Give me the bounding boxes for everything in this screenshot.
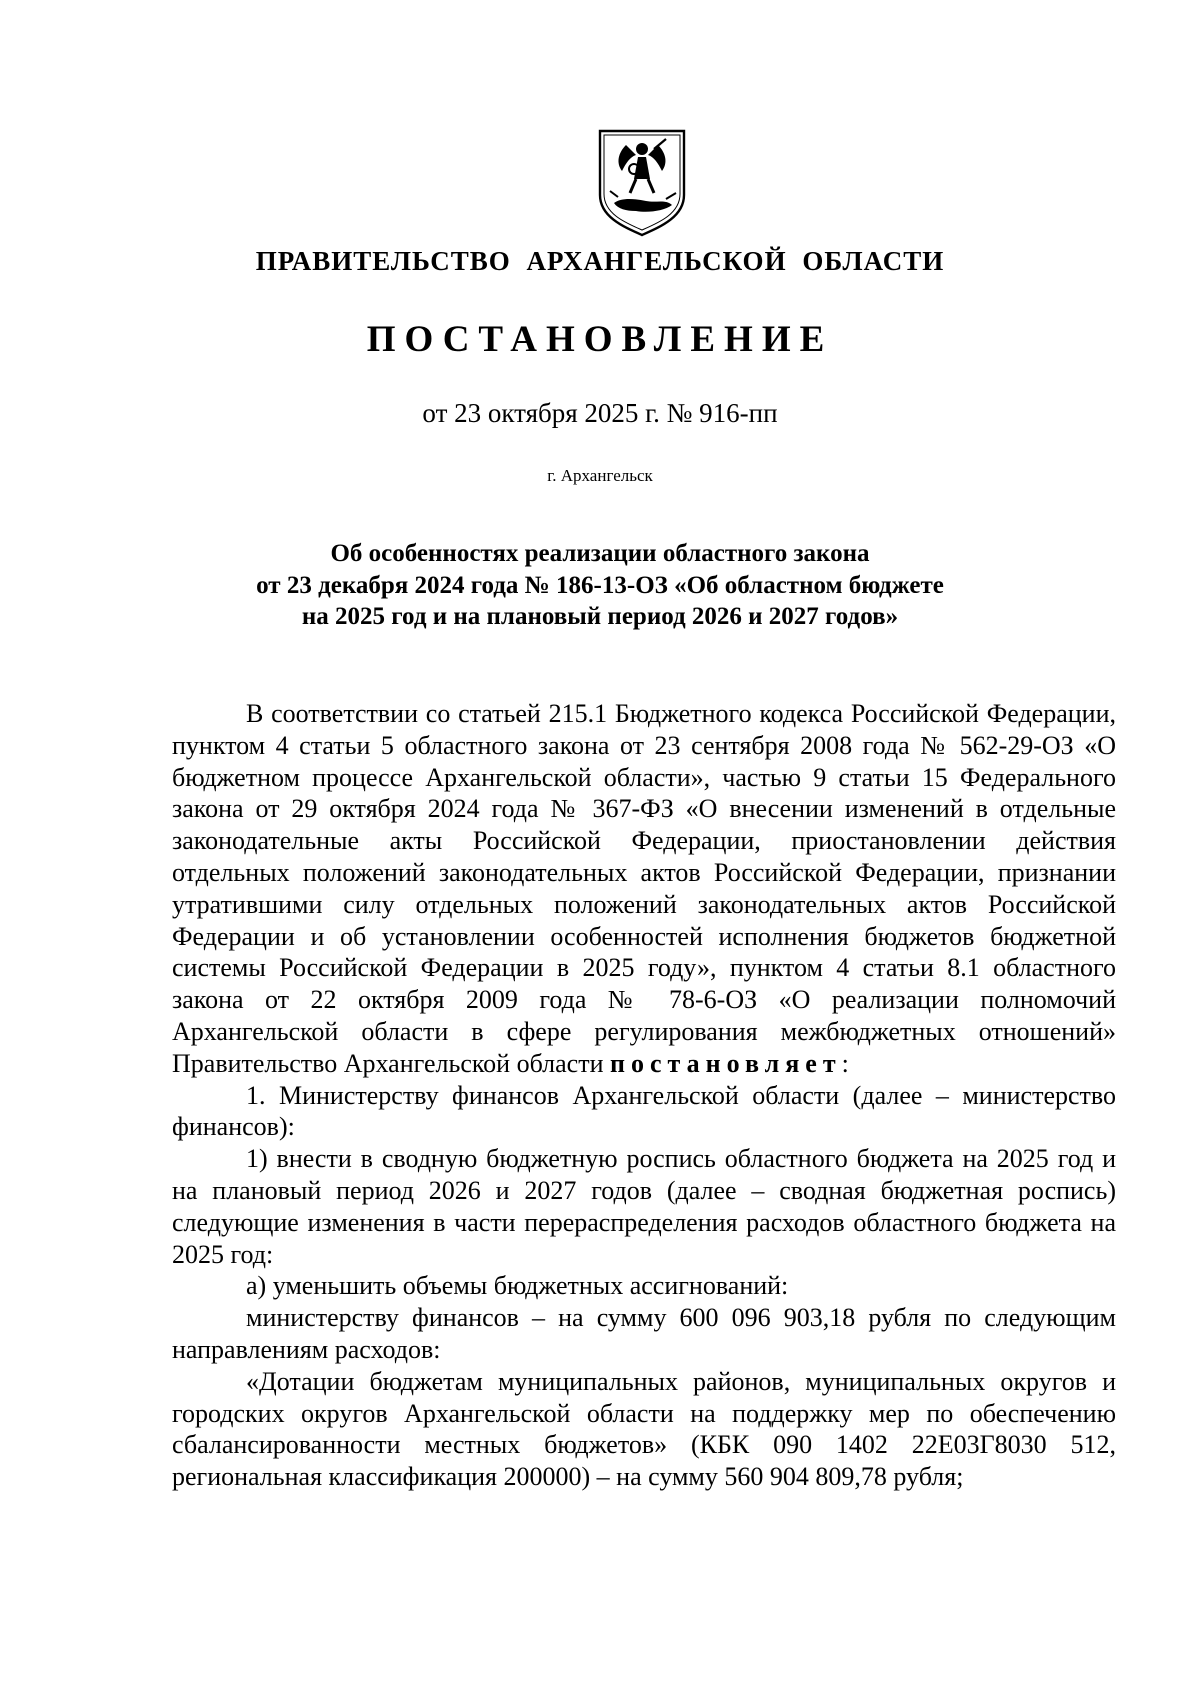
subsidy-paragraph: «Дотации бюджетам муниципальных районов, муниципальных округов и городских округов Архангельской области на поддержку мер по обеспечению сбалансированности местных бюджетов» (КБК 090 1402 22Е03Г8030 512, региональная классификация 200000) – на сумму 560 904 809,78 рубля; bbox=[172, 1366, 1116, 1492]
coat-of-arms-icon bbox=[596, 127, 688, 239]
item-1-subitem-1: 1) внести в сводную бюджетную роспись областного бюджета на 2025 год и на плановый период 2026 и 2027 годов (далее – сводная бюджетная роспись) следующие изменения в части перераспределения расходов областного бюджета на 2025 год: bbox=[172, 1144, 1116, 1269]
date-and-number: от 23 октября 2025 г. № 916-пп bbox=[422, 398, 778, 428]
document-type: ПОСТАНОВЛЕНИЕ bbox=[366, 319, 834, 360]
item-1: 1. Министерству финансов Архангельской области (далее – министерство финансов): bbox=[172, 1080, 1116, 1142]
title-line-1: Об особенностях реализации областного закона bbox=[330, 540, 870, 567]
decrees-word: постановляет bbox=[610, 1048, 842, 1078]
government-name: ПРАВИТЕЛЬСТВО АРХАНГЕЛЬСКОЙ ОБЛАСТИ bbox=[255, 246, 945, 276]
decrees-colon: : bbox=[841, 1048, 849, 1078]
item-a: а) уменьшить объемы бюджетных ассигнований: bbox=[246, 1271, 789, 1301]
title-line-3: на 2025 год и на плановый период 2026 и 2027 годов» bbox=[301, 603, 899, 630]
preamble-paragraph bbox=[172, 698, 1116, 1080]
preamble-text: В соответствии со статьей 215.1 Бюджетного кодекса Российской Федерации, пунктом 4 статьи 5 областного закона от 23 сентября 2008 года № 562-29-ОЗ «О бюджетном процессе Архангельской области», частью 9 статьи 15 Федерального закона от 29 октября 2024 года № 367-ФЗ «О внесении изменений в отдельные законодательные акты Российской Федерации, приостановлении действия отдельных положений законодательных актов Российской Федерации, признании утратившими силу отдельных положений законодательных актов Российской Федерации и об установлении особенностей исполнения бюджетов бюджетной системы Российской Федерации в 2025 году», пунктом 4 статьи 8.1 областного закона от 22 октября 2009 года № 78-6-ОЗ «О реализации полномочий Архангельской области в сфере регулирования межбюджетных отношений» Правительство Архангельской области bbox=[172, 699, 1116, 1078]
city-name: г. Архангельск bbox=[547, 466, 653, 485]
ministry-paragraph: министерству финансов – на сумму 600 096 903,18 рубля по следующим направлениям расходов: bbox=[172, 1303, 1116, 1364]
document-title bbox=[0, 538, 1200, 633]
document-body bbox=[172, 698, 1116, 1493]
title-line-2: от 23 декабря 2024 года № 186-13-ОЗ «Об областном бюджете bbox=[256, 571, 944, 599]
